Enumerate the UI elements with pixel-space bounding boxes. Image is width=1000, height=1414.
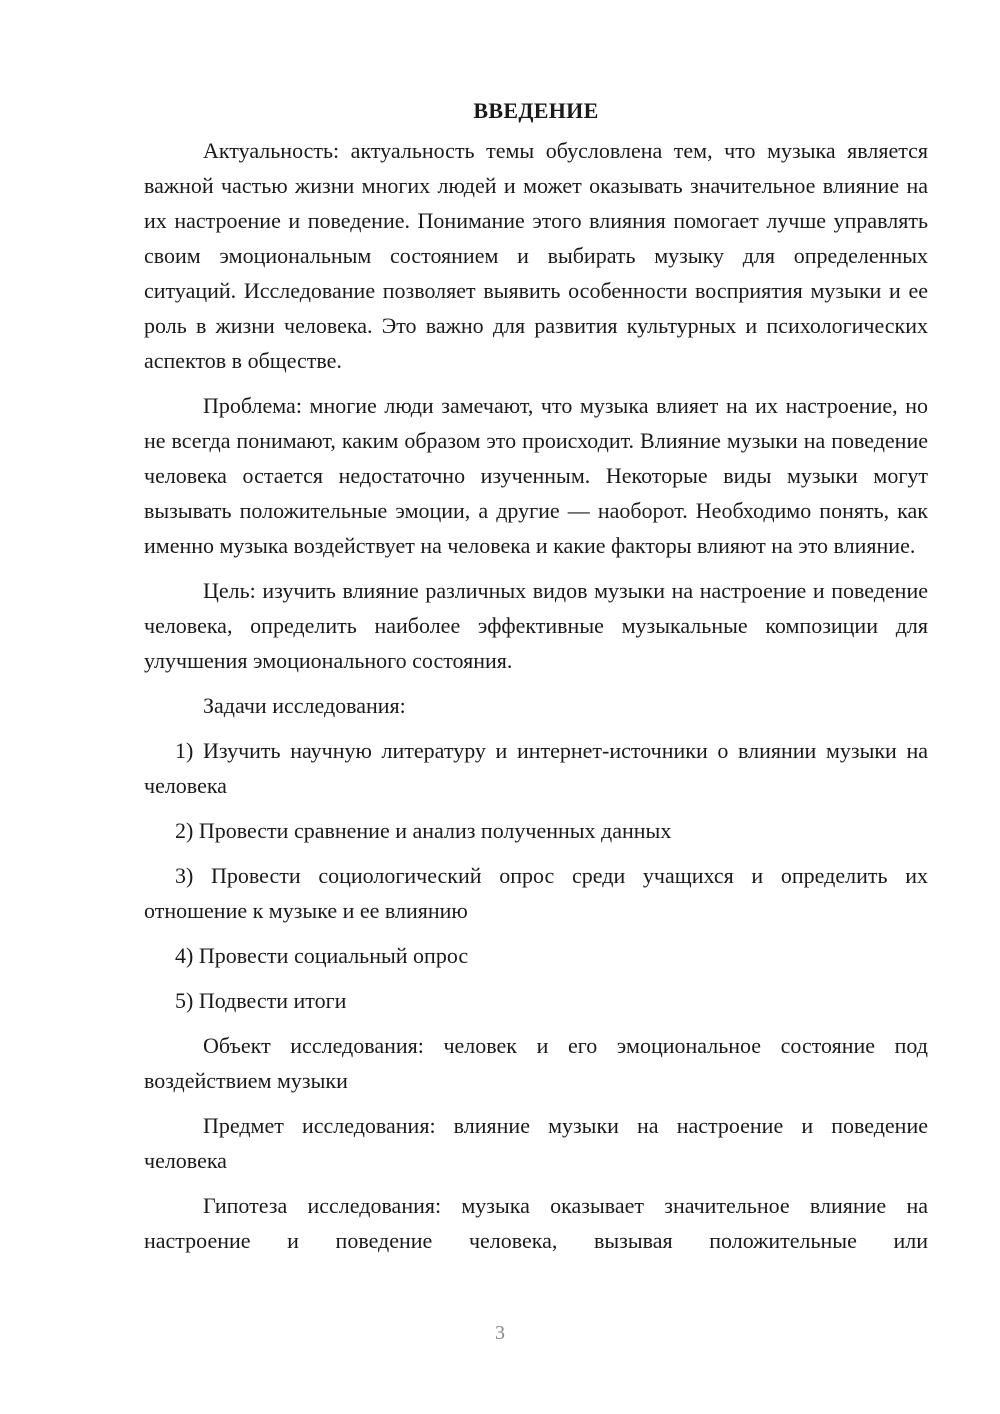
object-paragraph: Объект исследования: человек и его эмоциональное состояние под воздействием музыки: [144, 1033, 928, 1093]
subject-paragraph: Предмет исследования: влияние музыки на настроение и поведение человека: [144, 1113, 928, 1173]
section-heading: ВВЕДЕНИЕ: [473, 98, 599, 123]
page-number: 3: [495, 1322, 505, 1344]
hypothesis-paragraph: Гипотеза исследования: музыка оказывает значительное влияние на настроение и поведение человека, вызывая положительные или: [144, 1193, 928, 1253]
task-item: 3) Провести социологический опрос среди учащихся и определить их отношение к музыке и ее влиянию: [144, 863, 928, 923]
relevance-paragraph: Актуальность: актуальность темы обусловлена тем, что музыка является важной частью жизни многих людей и может оказывать значительное влияние на их настроение и поведение. Понимание этого влияния помогает лучше управлять своим эмоциональным состоянием и выбирать музыку для определенных ситуаций. Исследование позволяет выявить особенности восприятия музыки и ее роль в жизни человека. Это важно для развития культурных и психологических аспектов в обществе.: [144, 138, 928, 373]
goal-paragraph: Цель: изучить влияние различных видов музыки на настроение и поведение человека, определить наиболее эффективные музыкальные композиции для улучшения эмоционального состояния.: [144, 578, 928, 673]
task-item: 5) Подвести итоги: [175, 988, 347, 1013]
task-item: 2) Провести сравнение и анализ полученных данных: [175, 818, 672, 843]
document-page: [144, 95, 928, 1268]
tasks-title: Задачи исследования:: [203, 693, 406, 718]
problem-paragraph: Проблема: многие люди замечают, что музыка влияет на их настроение, но не всегда понимают, каким образом это происходит. Влияние музыки на поведение человека остается недостаточно изученным. Некоторые виды музыки могут вызывать положительные эмоции, а другие — наоборот. Необходимо понять, как именно музыка воздействует на человека и какие факторы влияют на это влияние.: [144, 393, 928, 558]
task-item: 1) Изучить научную литературу и интернет-источники о влиянии музыки на человека: [144, 738, 928, 798]
task-item: 4) Провести социальный опрос: [175, 943, 469, 968]
